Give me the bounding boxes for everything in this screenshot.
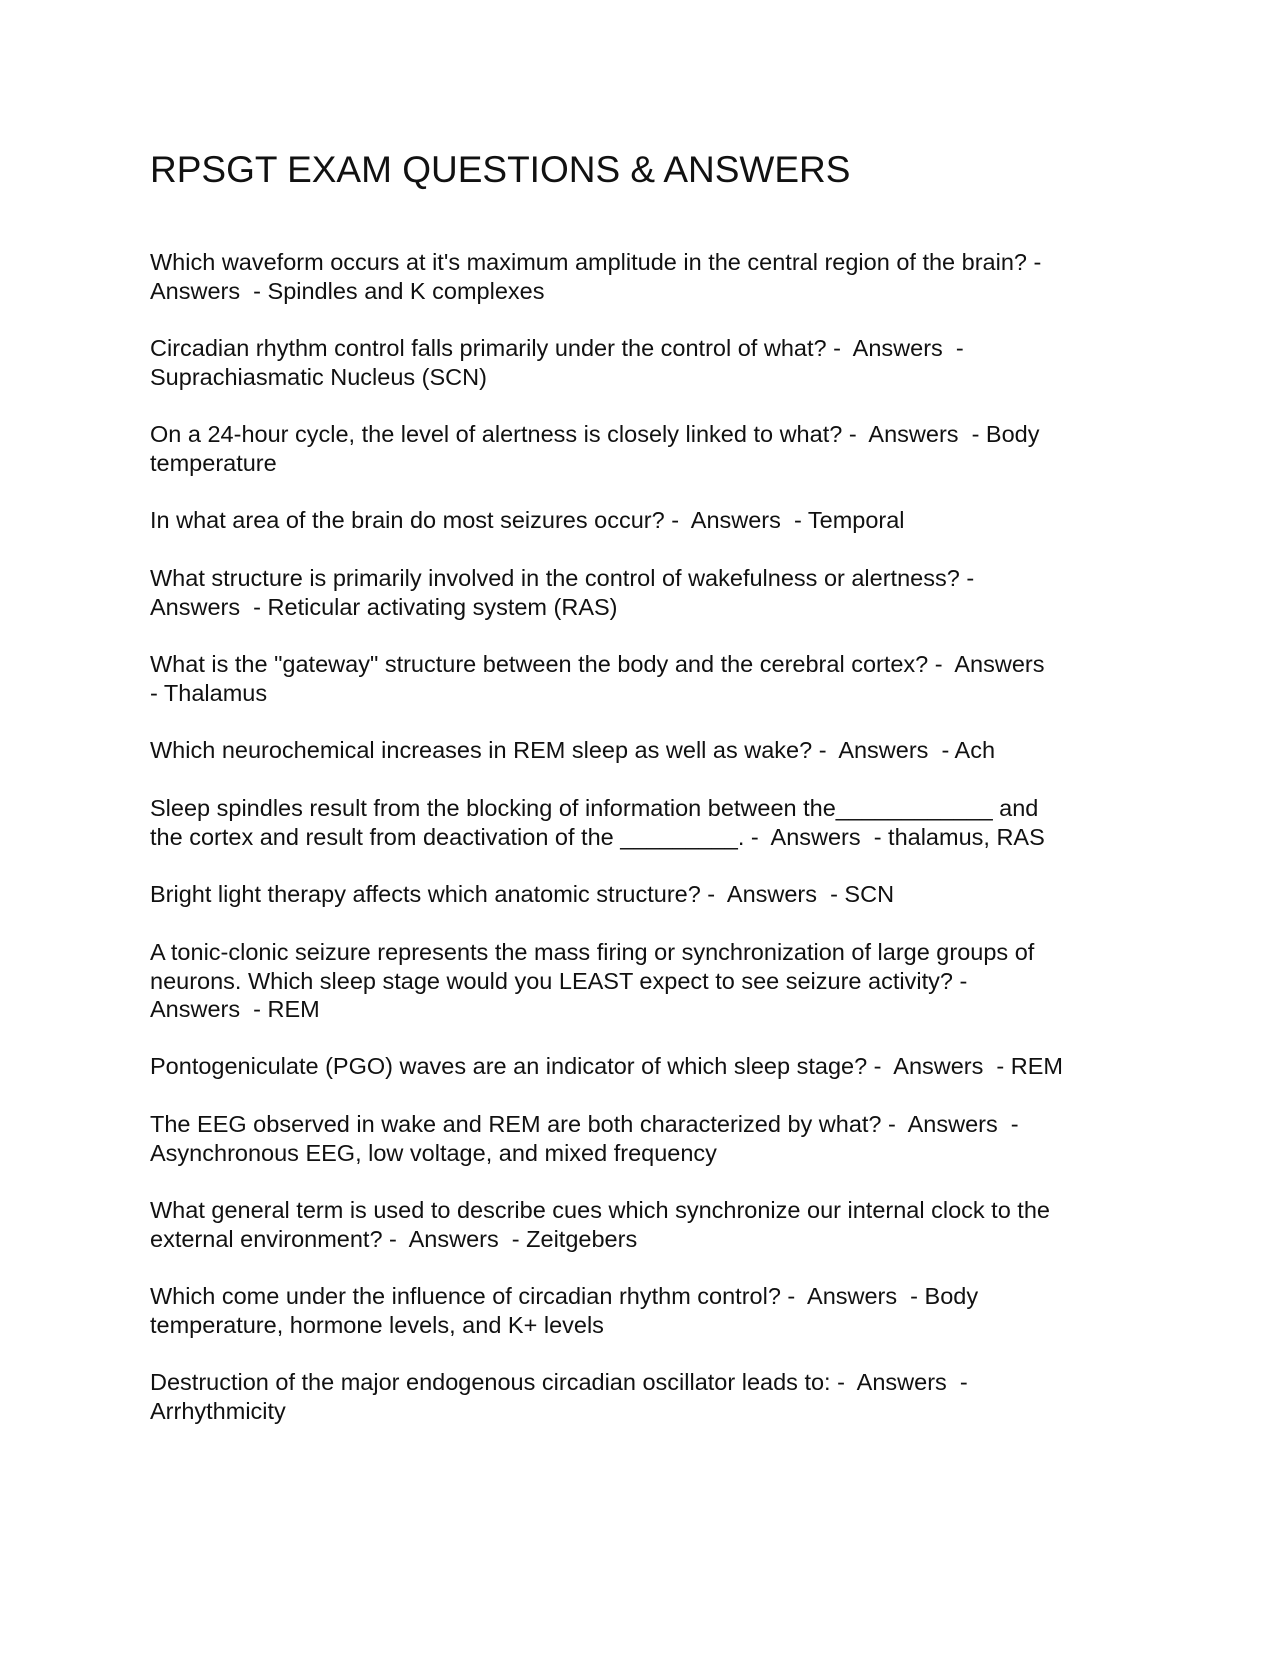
qa-line: temperature <box>150 449 277 476</box>
qa-item <box>150 794 1130 851</box>
qa-item <box>150 736 1130 765</box>
qa-line: Asynchronous EEG, low voltage, and mixed frequency <box>150 1139 717 1166</box>
qa-item <box>150 880 1130 909</box>
qa-line: - Thalamus <box>150 679 268 706</box>
qa-line: the cortex and result from deactivation of the _________. - Answers - thalamus, RAS <box>150 823 1045 850</box>
qa-line: What is the "gateway" structure between the body and the cerebral cortex? - Answers <box>150 651 1045 677</box>
qa-line: Which come under the influence of circadian rhythm control? - Answers - Body <box>150 1283 979 1309</box>
qa-item <box>150 650 1130 707</box>
qa-line: On a 24-hour cycle, the level of alertness is closely linked to what? - Answers - Body <box>150 421 1040 447</box>
qa-line: Answers - Reticular activating system (RAS) <box>150 593 618 620</box>
document-page <box>150 0 1130 1656</box>
qa-line: Which waveform occurs at it's maximum amplitude in the central region of the brain? - <box>150 249 1042 275</box>
qa-line: What general term is used to describe cues which synchronize our internal clock to the <box>150 1197 1050 1223</box>
qa-item <box>150 564 1130 621</box>
qa-item <box>150 248 1130 305</box>
qa-line: Sleep spindles result from the blocking of information between the____________ and <box>150 795 1039 821</box>
qa-item <box>150 1368 1130 1425</box>
qa-item <box>150 1052 1130 1081</box>
qa-line: Bright light therapy affects which anatomic structure? - Answers - SCN <box>150 881 895 907</box>
qa-item <box>150 1196 1130 1253</box>
qa-item <box>150 938 1130 1024</box>
qa-line: The EEG observed in wake and REM are both characterized by what? - Answers - <box>150 1111 1019 1137</box>
qa-line: What structure is primarily involved in the control of wakefulness or alertness? - <box>150 565 975 591</box>
qa-item <box>150 420 1130 477</box>
qa-line: Circadian rhythm control falls primarily under the control of what? - Answers - <box>150 335 964 361</box>
qa-line: Suprachiasmatic Nucleus (SCN) <box>150 363 487 390</box>
document-title: RPSGT EXAM QUESTIONS & ANSWERS <box>150 149 851 190</box>
qa-line: Destruction of the major endogenous circadian oscillator leads to: - Answers - <box>150 1369 968 1395</box>
qa-line: temperature, hormone levels, and K+ levels <box>150 1311 604 1338</box>
qa-line: Pontogeniculate (PGO) waves are an indicator of which sleep stage? - Answers - REM <box>150 1053 1064 1079</box>
qa-item <box>150 1282 1130 1339</box>
qa-item <box>150 334 1130 391</box>
qa-line: Which neurochemical increases in REM sleep as well as wake? - Answers - Ach <box>150 737 996 763</box>
qa-line: A tonic-clonic seizure represents the mass firing or synchronization of large groups of <box>150 939 1035 965</box>
qa-line: Arrhythmicity <box>150 1397 286 1424</box>
qa-item <box>150 506 1130 535</box>
qa-line: neurons. Which sleep stage would you LEAST expect to see seizure activity? - <box>150 967 968 994</box>
qa-line: Answers - Spindles and K complexes <box>150 277 545 304</box>
qa-item <box>150 1110 1130 1167</box>
qa-line: In what area of the brain do most seizures occur? - Answers - Temporal <box>150 507 905 533</box>
qa-line: external environment? - Answers - Zeitgebers <box>150 1225 638 1252</box>
qa-line: Answers - REM <box>150 996 320 1022</box>
